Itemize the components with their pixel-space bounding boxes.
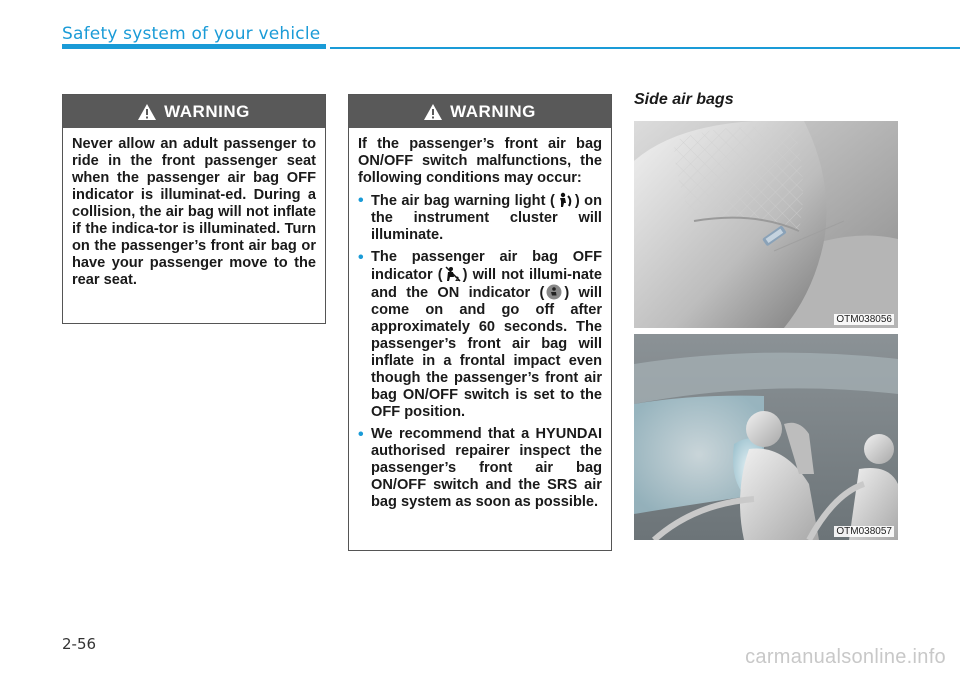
list-item: • We recommend that a HYUNDAI authorised repairer inspect the passenger’s front air bag ON/OFF switch and the SRS air bag system as soon as possible. — [358, 426, 602, 511]
svg-text:2: 2 — [454, 276, 459, 282]
header-accent-bar — [62, 44, 326, 49]
image-code: OTM038057 — [836, 526, 892, 537]
warning-triangle-icon — [138, 104, 156, 120]
passenger-airbag-off-icon — [445, 266, 461, 282]
warning-heading: WARNING — [450, 101, 536, 121]
deployed-side-airbag-image — [634, 334, 898, 540]
condition-list — [358, 192, 602, 511]
warning-heading: WARNING — [164, 101, 250, 121]
warning-content — [349, 128, 611, 511]
airbag-warning-light-icon — [557, 192, 573, 208]
watermark: carmanualsonline.info — [745, 646, 946, 668]
list-item: • The air bag warning light ( ) on the instrument cluster will illuminate. — [358, 192, 602, 244]
passenger-airbag-on-icon — [546, 284, 562, 300]
cabin-airbag-illustration — [634, 334, 898, 540]
warning-intro: If the passenger’s front air bag ON/OFF switch malfunctions, the following conditions may occur: — [358, 136, 602, 186]
side-airbags-title: Side air bags — [634, 91, 734, 108]
seat-airbag-illustration — [634, 121, 898, 328]
warning-text: Never allow an adult passenger to ride in the front passenger seat when the passenger air bag OFF indicator is illuminat-ed. During a collision, the air bag will not inflate if the indica-tor is illuminated. Turn on the passenger’s front air bag or have your passenger move to the rear seat. — [72, 136, 316, 288]
header-rule — [330, 47, 960, 49]
list-item: • The passenger air bag OFF indicator ( 2 ) will not illumi-nate and the ON indicator ( ) will come on and go off after approximately 60 seconds. The passenger’s front air bag will inflate in a frontal impact even though the passenger’s front air bag ON/OFF switch is set to the OFF position. — [358, 249, 602, 421]
warning-box-right — [348, 94, 612, 551]
page-number: 2-56 — [62, 635, 97, 653]
seat-side-airbag-image — [634, 121, 898, 328]
warning-box-left — [62, 94, 326, 324]
warning-triangle-icon — [424, 104, 442, 120]
warning-header — [349, 95, 611, 128]
warning-header — [63, 95, 325, 128]
section-header-title: Safety system of your vehicle — [62, 24, 321, 44]
image-code: OTM038056 — [836, 314, 892, 325]
